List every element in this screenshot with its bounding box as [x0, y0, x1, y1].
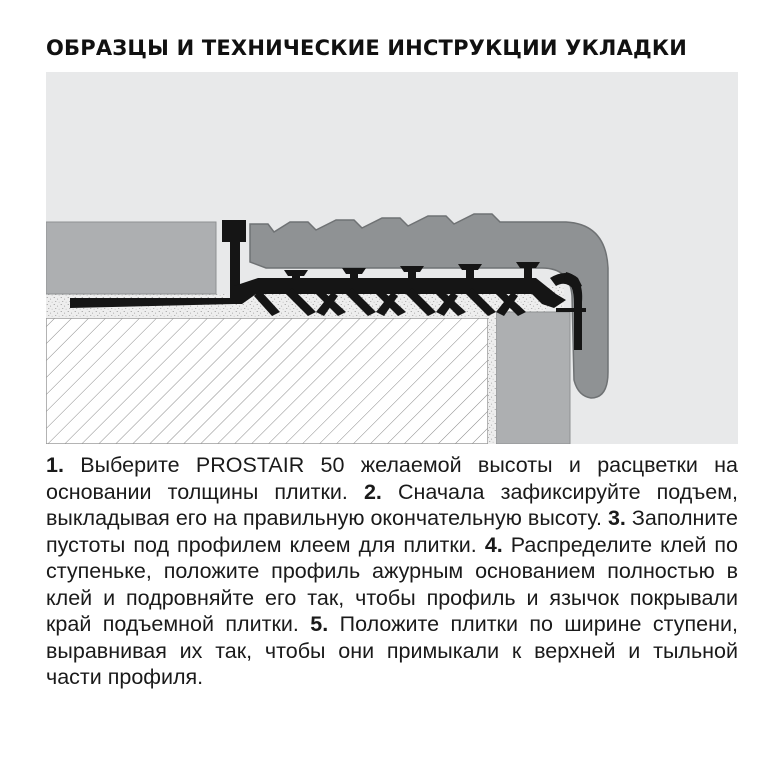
- page-title: ОБРАЗЦЫ И ТЕХНИЧЕСКИЕ ИНСТРУКЦИИ УКЛАДКИ: [46, 36, 688, 60]
- instructions-text: [46, 452, 738, 691]
- step-5-number: 5.: [310, 612, 329, 636]
- concrete-step: [46, 318, 488, 444]
- profile-upstand: [222, 220, 246, 242]
- step-3-text: Заполните пустоты под профилем клеем для плитки.: [46, 506, 738, 557]
- stair-profile-diagram: [46, 72, 738, 444]
- step-4-number: 4.: [484, 532, 503, 557]
- stair-profile-svg: [46, 72, 738, 444]
- step-1-text: Выберите PROSTAIR 50 желаемой высоты и расцветки на основании толщины плитки.: [46, 453, 738, 504]
- riser-tile: [496, 312, 570, 444]
- riser-adhesive: [488, 312, 496, 444]
- step-3-number: 3.: [607, 506, 626, 530]
- tread-tile: [46, 222, 216, 294]
- step-2-number: 2.: [363, 479, 382, 504]
- step-1-number: 1.: [46, 453, 64, 477]
- step-5-text: Положите плитки по ширине ступени, выравнивая их так, чтобы они примыкали к верхней и тыльной части профиля.: [46, 612, 738, 689]
- step-4-text: Распределите клей по ступеньке, положите профиль ажурным основанием полностью в клей и подровняйте его так, чтобы профиль и язычок покрывали край подъемной плитки.: [46, 532, 738, 636]
- step-2-text: Сначала зафиксируйте подъем, выкладывая его на правильную окончательную высоту.: [46, 479, 738, 530]
